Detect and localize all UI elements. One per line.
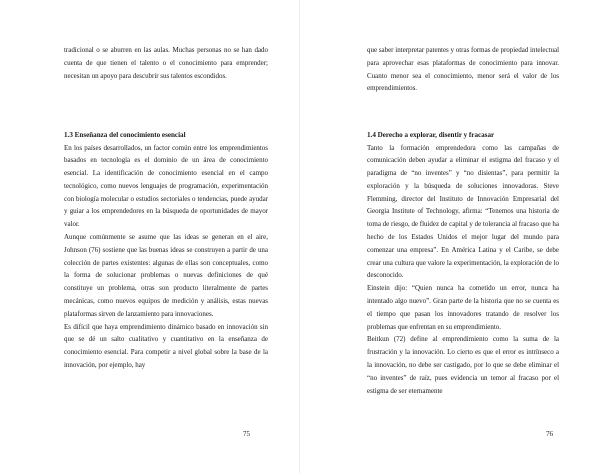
left-section: [64, 130, 268, 372]
left-top-paragraph: tradicional o se aburren en las aulas. Muchas personas no se han dado cuenta de que tienen el talento o el conocimiento para emprender; necesitan un apoyo para descubrir sus talentos escondidos.: [64, 46, 268, 80]
left-paragraph-2: Aunque comúnmente se asume que las ideas se generan en el aire, Johnson (76) sostiene que las buenas ideas se construyen a partir de una colección de partes existentes: algunas de ellas son conceptuales, como la forma de solucionar problemas o nuevas definiciones de qué constituye un problema, otras son producto literalmente de partes mecánicas, como nuevos equipos de medición y análisis, estas nuevas plataformas sirven de lanzamiento para innovaciones.: [64, 233, 268, 318]
right-section: [367, 130, 559, 397]
left-page-number: 75: [243, 430, 250, 438]
left-paragraph-1: En los países desarrollados, un factor común entre los emprendimientos basados en tecnología es el dominio de un área de conocimiento esencial. La identificación de conocimiento esencial en el campo tecnológico, como nuevos lenguajes de programación, experimentación con biología molecular o estudios sectoriales o tendencias, puede ayudar y guiar a los emprendedores en la búsqueda de oportunidades de mayor valor.: [64, 143, 268, 229]
right-paragraph-3: Beitkun (72) define al emprendimiento como la suma de la frustración y la innovación. Lo cierto es que el error es intrínseco a la innovación, no debe ser castigado, por lo que se debe eliminar el “no inventes” de raíz, pues evidencia un temor al fracaso por el estigma de ser eternamente: [367, 335, 559, 395]
right-page: [300, 0, 600, 473]
left-paragraph-3: Es difícil que haya emprendimiento dinámico basado en innovación sin que se dé un salto cualitativo y cuantitativo en la enseñanza de conocimiento esencial. Para competir a nivel global sobre la base de la innovación, por ejemplo, hay: [64, 322, 268, 370]
right-paragraph-1: Tanto la formación emprendedora como las campañas de comunicación deben ayudar a eliminar el estigma del fracaso y el paradigma de “no inventes” y “no disientas”, para permitir la exploración y la búsqueda de soluciones innovadoras. Steve Flemming, director del Instituto de Innovación Empresarial del Georgia Institute of Technology, afirma: “Tenemos una historia de toma de riesgo, de fluidez de capital y de tolerancia al fracaso que ha hecho de los Estados Unidos el mejor lugar del mundo para comenzar una empresa”. En América Latina y el Caribe, se debe crear una cultura que valore la experimentación, la exploración de lo desconocido.: [367, 143, 559, 280]
left-section-heading: 1.3 Enseñanza del conocimiento esencial: [64, 131, 186, 139]
right-page-number: 76: [546, 430, 553, 438]
right-section-heading: 1.4 Derecho a explorar, disentir y fracasar: [367, 131, 495, 139]
left-top-block: [64, 44, 268, 82]
right-top-paragraph: que saber interpretar patentes y otras formas de propiedad intelectual para aprovechar esas plataformas de conocimiento para innovar. Cuanto menor sea el conocimiento, menor será el valor de los emprendimientos.: [367, 46, 559, 93]
right-top-block: [367, 44, 559, 95]
right-paragraph-2: Einstein dijo: “Quien nunca ha cometido un error, nunca ha intentado algo nuevo”. Gran parte de la historia que no se cuenta es el tiempo que pasan los innovadores tratando de resolver los problemas que enfrentan en su emprendimiento.: [367, 284, 559, 331]
